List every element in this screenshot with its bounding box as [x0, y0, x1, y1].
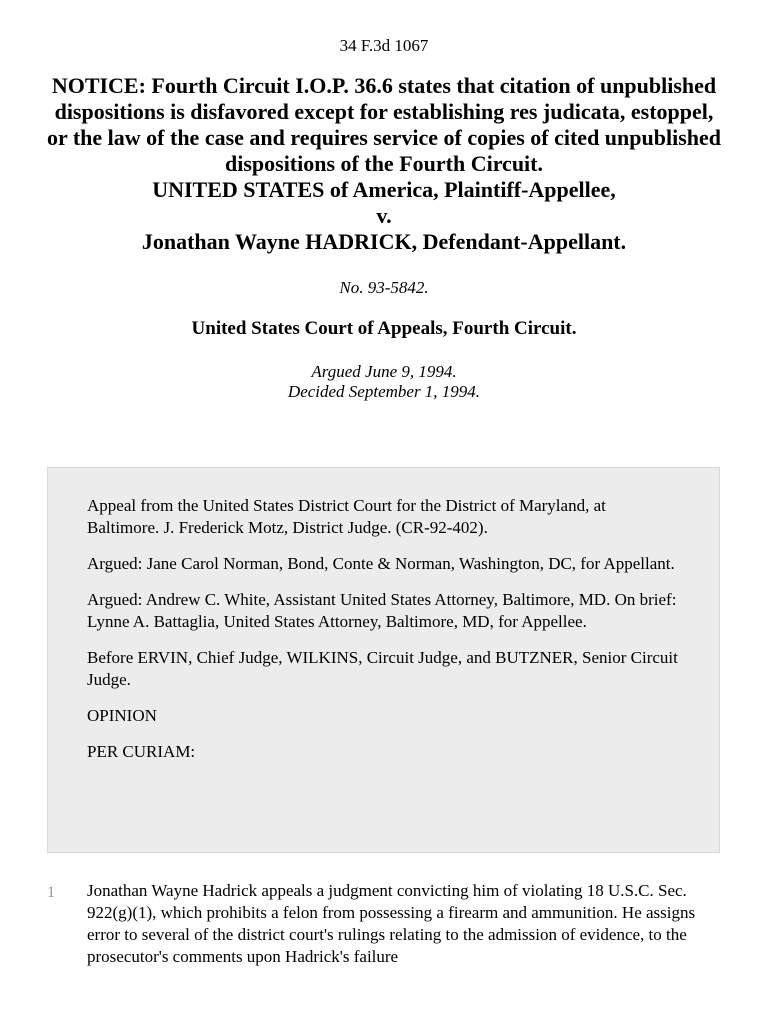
opinion-label: OPINION	[87, 706, 157, 725]
per-curiam-label: PER CURIAM:	[87, 742, 196, 761]
paragraph-text: Jonathan Wayne Hadrick appeals a judgment convicting him of violating 18 U.S.C. Sec. 922(g)(1), which prohibits a felon from possessing a firearm and ammunition. He assigns error to several of the district court's rulings relating to the admission of evidence, to the prosecutor's comments upon Hadrick's failure	[87, 881, 696, 966]
case-citation: 34 F.3d 1067	[339, 36, 429, 55]
docket-number: No. 93-5842.	[339, 278, 429, 297]
appeal-info: Appeal from the United States District Court for the District of Maryland, at Baltimore. J. Frederick Motz, District Judge. (CR-92-402).	[87, 496, 606, 537]
plaintiff-party: UNITED STATES of America, Plaintiff-Appellee,	[152, 177, 616, 202]
argued-date: Argued June 9, 1994.	[311, 362, 457, 381]
counsel-appellee: Argued: Andrew C. White, Assistant United States Attorney, Baltimore, MD. On brief: Lynne A. Battaglia, United States Attorney, Baltimore, MD, for Appellee.	[87, 590, 677, 631]
versus-label: v.	[376, 203, 392, 228]
case-dates	[0, 362, 768, 402]
case-title	[44, 73, 724, 255]
court-name: United States Court of Appeals, Fourth Circuit.	[191, 318, 577, 339]
paragraph-number: 1	[47, 884, 55, 901]
decided-date: Decided September 1, 1994.	[287, 382, 481, 401]
defendant-party: Jonathan Wayne HADRICK, Defendant-Appellant.	[141, 229, 627, 254]
case-header-box	[47, 467, 720, 853]
counsel-appellant: Argued: Jane Carol Norman, Bond, Conte & Norman, Washington, DC, for Appellant.	[87, 554, 675, 573]
notice-text: NOTICE: Fourth Circuit I.O.P. 36.6 states that citation of unpublished dispositions is disfavored except for establishing res judicata, estoppel, or the law of the case and requires service of copies of cited unpublished dispositions of the Fourth Circuit.	[46, 73, 722, 176]
panel-judges: Before ERVIN, Chief Judge, WILKINS, Circuit Judge, and BUTZNER, Senior Circuit Judge.	[87, 648, 678, 689]
